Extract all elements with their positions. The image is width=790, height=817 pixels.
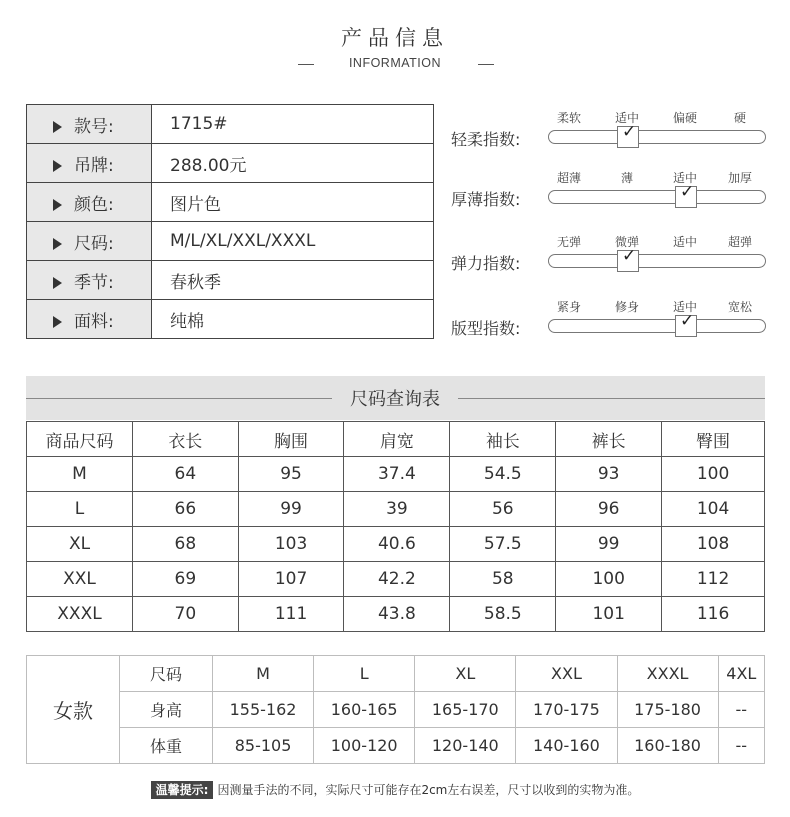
info-row xyxy=(27,300,434,339)
size-chart-cell: 64 xyxy=(133,457,239,492)
info-row xyxy=(27,222,434,261)
size-chart-header: 裤长 xyxy=(556,422,662,457)
triangle-right-icon xyxy=(53,238,62,250)
page-title: 产品信息 xyxy=(341,26,449,50)
size-chart-title: 尺码查询表 xyxy=(350,389,440,410)
check-icon: ✓ xyxy=(680,311,695,331)
triangle-right-icon xyxy=(53,277,62,289)
info-value: 288.00元 xyxy=(152,144,434,183)
size-chart-cell: 112 xyxy=(662,562,765,597)
check-icon: ✓ xyxy=(680,182,695,202)
size-chart-cell: 42.2 xyxy=(344,562,450,597)
table-row xyxy=(27,492,765,527)
size-chart-cell: 116 xyxy=(662,597,765,632)
info-key: 吊牌: xyxy=(74,155,114,176)
index-tick-label: 紧身 xyxy=(556,300,581,314)
index-tick-label: 加厚 xyxy=(727,171,752,185)
check-icon: ✓ xyxy=(622,246,637,266)
size-chart-cell: 100 xyxy=(556,562,662,597)
index-label: 版型指数: xyxy=(451,319,521,338)
table-row xyxy=(27,562,765,597)
women-cell: 165-170 xyxy=(415,692,516,728)
size-chart-cell: 108 xyxy=(662,527,765,562)
index-label: 弹力指数: xyxy=(451,254,521,273)
info-key-cell xyxy=(27,222,152,261)
size-chart-cell: 111 xyxy=(238,597,344,632)
size-chart-cell: XXXL xyxy=(27,597,133,632)
size-chart-cell: 99 xyxy=(238,492,344,527)
women-cell: 120-140 xyxy=(415,728,516,764)
size-chart-cell: 54.5 xyxy=(450,457,556,492)
size-chart-cell: 100 xyxy=(662,457,765,492)
women-cell: 身高 xyxy=(120,692,213,728)
index-tick-label: 无弹 xyxy=(556,235,581,249)
info-key: 尺码: xyxy=(74,233,114,254)
women-cell: 155-162 xyxy=(213,692,314,728)
info-key: 季节: xyxy=(74,272,114,293)
note-text: 因测量手法的不同，实际尺寸可能存在2cm左右误差，尺寸以收到的实物为准。 xyxy=(217,783,640,797)
index-tick-label: 修身 xyxy=(614,300,639,314)
size-chart-header: 商品尺码 xyxy=(27,422,133,457)
info-key-cell xyxy=(27,183,152,222)
size-chart-header-row xyxy=(27,422,765,457)
table-row xyxy=(27,692,765,728)
size-chart-cell: 69 xyxy=(133,562,239,597)
size-chart-cell: 104 xyxy=(662,492,765,527)
size-chart-cell: 68 xyxy=(133,527,239,562)
index-tick-label: 偏硬 xyxy=(672,111,697,125)
size-chart-cell: XXL xyxy=(27,562,133,597)
index-label: 轻柔指数: xyxy=(451,130,521,149)
info-value: 纯棉 xyxy=(152,300,434,339)
info-key-cell xyxy=(27,105,152,144)
note-badge: 温馨提示: xyxy=(151,781,214,799)
size-chart-cell: 99 xyxy=(556,527,662,562)
info-value: 图片色 xyxy=(152,183,434,222)
size-chart-header: 胸围 xyxy=(238,422,344,457)
women-cell: L xyxy=(314,656,415,692)
size-chart-table xyxy=(26,421,765,632)
size-chart-header: 肩宽 xyxy=(344,422,450,457)
index-slider-track xyxy=(548,130,766,144)
size-chart-cell: 70 xyxy=(133,597,239,632)
triangle-right-icon xyxy=(53,160,62,172)
index-slider-track xyxy=(548,319,766,333)
size-chart-cell: 43.8 xyxy=(344,597,450,632)
index-tick-label: 微弹 xyxy=(614,235,639,249)
index-tick-label: 适中 xyxy=(614,111,639,125)
index-label: 厚薄指数: xyxy=(451,190,521,209)
note xyxy=(0,781,790,798)
table-row xyxy=(27,527,765,562)
women-cell: -- xyxy=(718,692,764,728)
triangle-right-icon xyxy=(53,199,62,211)
size-chart-cell: 101 xyxy=(556,597,662,632)
size-chart-cell: 107 xyxy=(238,562,344,597)
index-tick-label: 薄 xyxy=(620,171,633,185)
index-tick-label: 超弹 xyxy=(727,235,752,249)
info-row xyxy=(27,261,434,300)
size-chart-cell: 95 xyxy=(238,457,344,492)
size-chart-header: 袖长 xyxy=(450,422,556,457)
info-value: M/L/XL/XXL/XXXL xyxy=(152,222,434,261)
index-tick-label: 超薄 xyxy=(556,171,581,185)
women-cell: 160-165 xyxy=(314,692,415,728)
info-key: 颜色: xyxy=(74,194,114,215)
index-tick-label: 宽松 xyxy=(727,300,752,314)
women-cell: 85-105 xyxy=(213,728,314,764)
women-cell: XXL xyxy=(516,656,617,692)
index-tick-label: 适中 xyxy=(672,300,697,314)
index-tick-label: 适中 xyxy=(672,235,697,249)
info-row xyxy=(27,183,434,222)
size-chart-cell: 58.5 xyxy=(450,597,556,632)
size-chart-cell: 56 xyxy=(450,492,556,527)
subtitle-dash-right xyxy=(478,64,494,65)
table-row xyxy=(27,728,765,764)
women-cell: M xyxy=(213,656,314,692)
women-cell: -- xyxy=(718,728,764,764)
women-cell: 4XL xyxy=(718,656,764,692)
index-slider-track xyxy=(548,190,766,204)
women-cell: 160-180 xyxy=(617,728,718,764)
size-chart-cell: 39 xyxy=(344,492,450,527)
triangle-right-icon xyxy=(53,121,62,133)
info-key: 面料: xyxy=(74,311,114,332)
index-tick-label: 硬 xyxy=(733,111,746,125)
women-size-table xyxy=(26,655,765,764)
info-row xyxy=(27,105,434,144)
size-chart-header: 衣长 xyxy=(133,422,239,457)
size-chart-cell: L xyxy=(27,492,133,527)
size-chart-cell: 93 xyxy=(556,457,662,492)
women-category: 女款 xyxy=(27,656,120,764)
women-cell: 170-175 xyxy=(516,692,617,728)
triangle-right-icon xyxy=(53,316,62,328)
info-key-cell xyxy=(27,261,152,300)
index-slider-track xyxy=(548,254,766,268)
women-cell: XXXL xyxy=(617,656,718,692)
table-row xyxy=(27,457,765,492)
info-value: 1715# xyxy=(152,105,434,144)
info-key-cell xyxy=(27,144,152,183)
size-chart-cell: 57.5 xyxy=(450,527,556,562)
index-marker-check-icon xyxy=(675,311,697,337)
index-tick-label: 适中 xyxy=(672,171,697,185)
size-chart-cell: XL xyxy=(27,527,133,562)
size-chart-cell: 96 xyxy=(556,492,662,527)
table-row xyxy=(27,656,765,692)
page-subtitle: INFORMATION xyxy=(348,56,442,70)
size-chart-header: 臀围 xyxy=(662,422,765,457)
women-cell: 100-120 xyxy=(314,728,415,764)
women-cell: XL xyxy=(415,656,516,692)
info-key-cell xyxy=(27,300,152,339)
info-row xyxy=(27,144,434,183)
women-cell: 体重 xyxy=(120,728,213,764)
product-info-table xyxy=(26,104,434,339)
index-marker-check-icon xyxy=(675,182,697,208)
check-icon: ✓ xyxy=(622,122,637,142)
women-cell: 140-160 xyxy=(516,728,617,764)
index-marker-check-icon xyxy=(617,246,639,272)
size-chart-cell: 103 xyxy=(238,527,344,562)
size-chart-cell: 66 xyxy=(133,492,239,527)
size-chart-cell: M xyxy=(27,457,133,492)
size-chart-cell: 40.6 xyxy=(344,527,450,562)
index-tick-label: 柔软 xyxy=(556,111,581,125)
size-chart-cell: 58 xyxy=(450,562,556,597)
table-row xyxy=(27,597,765,632)
women-cell: 尺码 xyxy=(120,656,213,692)
index-marker-check-icon xyxy=(617,122,639,148)
size-chart-cell: 37.4 xyxy=(344,457,450,492)
info-key: 款号: xyxy=(74,116,114,137)
women-cell: 175-180 xyxy=(617,692,718,728)
info-value: 春秋季 xyxy=(152,261,434,300)
